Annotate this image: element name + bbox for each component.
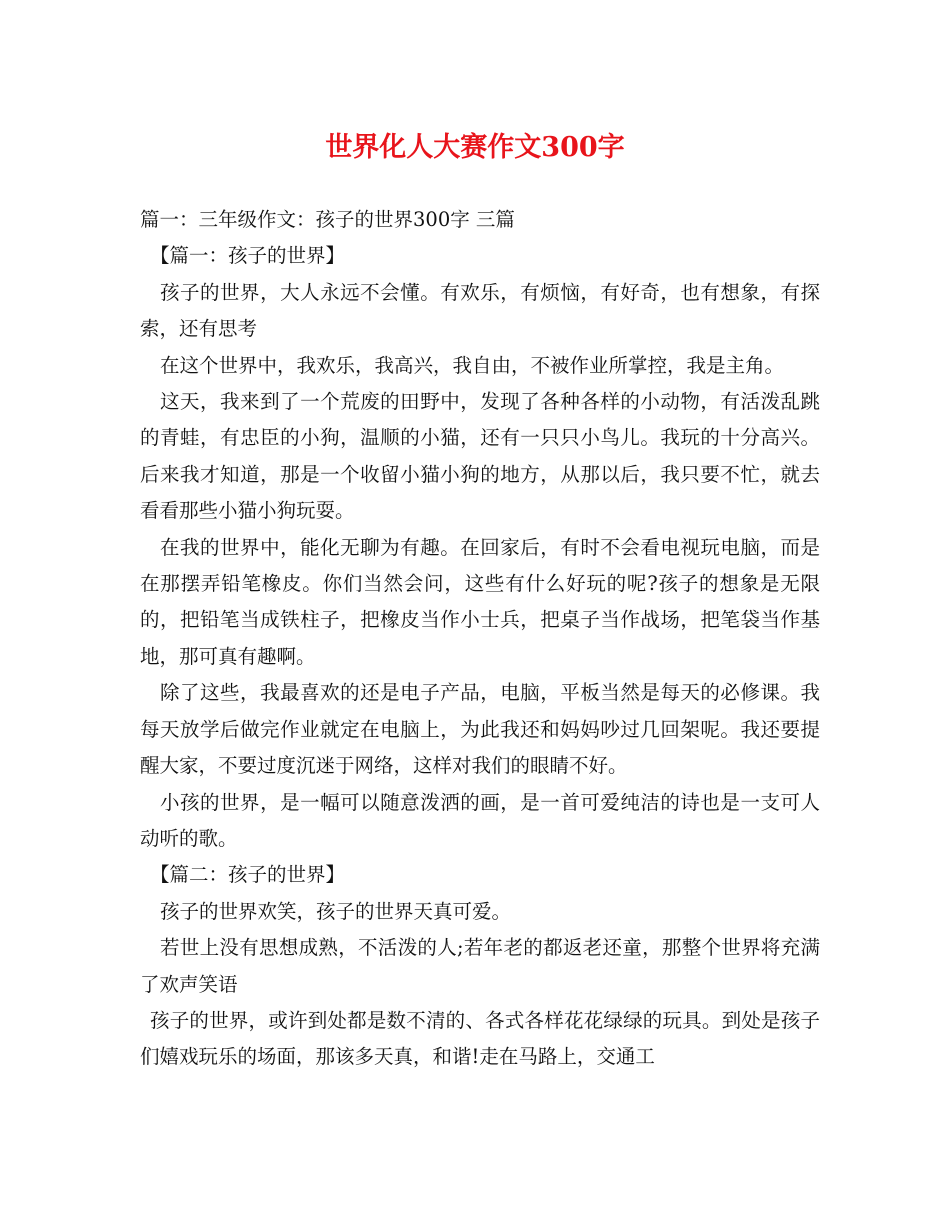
paragraph: 孩子的世界，大人永远不会懂。有欢乐，有烦恼，有好奇，也有想象，有探索，还有思考 [140,280,820,341]
subsection-heading-1: 【篇一：孩子的世界】 [150,244,346,268]
section-heading: 篇一：三年级作文：孩子的世界300字 三篇 [140,208,515,231]
paragraph: 孩子的世界，或许到处都是数不清的、各式各样花花绿绿的玩具。到处是孩子们嬉戏玩乐的场面，那该多天真，和谐!走在马路上，交通工 [140,1008,820,1069]
paragraph: 若世上没有思想成熟，不活泼的人;若年老的都返老还童，那整个世界将充满了欢声笑语 [140,936,820,996]
paragraph: 这天，我来到了一个荒废的田野中，发现了各种各样的小动物，有活泼乱跳的青蛙，有忠臣的小狗，温顺的小猫，还有一只只小鸟儿。我玩的十分高兴。后来我才知道，那是一个收留小猫小狗的地方，从那以后，我只要不忙，就去看看那些小猫小狗玩耍。 [140,390,820,523]
document-title: 世界化人大赛作文300字 [325,132,625,163]
document-body [140,202,820,1076]
paragraph: 孩子的世界欢笑，孩子的世界天真可爱。 [160,899,512,923]
paragraph: 在这个世界中，我欢乐，我高兴，我自由，不被作业所掌控，我是主角。 [160,353,785,377]
paragraph: 除了这些，我最喜欢的还是电子产品，电脑，平板当然是每天的必修课。我每天放学后做完作业就定在电脑上，为此我还和妈妈吵过几回架呢。我还要提醒大家，不要过度沉迷于网络，这样对我们的眼睛不好。 [140,681,820,778]
subsection-heading-2: 【篇二：孩子的世界】 [150,863,346,887]
paragraph: 小孩的世界，是一幅可以随意泼洒的画，是一首可爱纯洁的诗也是一支可人动听的歌。 [140,790,820,850]
paragraph: 在我的世界中，能化无聊为有趣。在回家后，有时不会看电视玩电脑，而是在那摆弄铅笔橡皮。你们当然会问，这些有什么好玩的呢?孩子的想象是无限的，把铅笔当成铁柱子，把橡皮当作小士兵，把桌子当作战场，把笔袋当作基地，那可真有趣啊。 [140,535,820,668]
